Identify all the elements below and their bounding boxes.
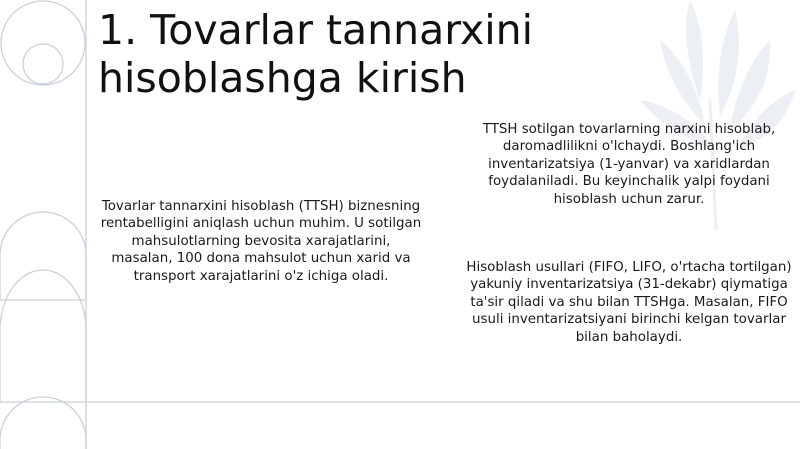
title-line-1: 1. Tovarlar tannarxini xyxy=(98,6,534,54)
slide-title xyxy=(98,6,658,102)
arch-lower xyxy=(0,270,86,402)
paragraph-ttsh-purpose: TTSH sotilgan tovarlarning narxini hisoblab, daromadlilikni o'lchaydi. Boshlang'ich inventarizatsiya (1-yanvar) va xaridlardan foydalaniladi. Bu keyinchalik yalpi foydani hisoblash uchun zarur. xyxy=(482,122,776,207)
arch-bottom xyxy=(0,397,86,449)
title-line-2: hisoblashga kirish xyxy=(98,54,467,102)
paragraph-ttsh-intro: Tovarlar tannarxini hisoblash (TTSH) biznesning rentabelligini aniqlash uchun muhim. U sotilgan mahsulotlarning bevosita xarajatlarini, masalan, 100 dona mahsulot uchun xarid va transport xarajatlarini o'z ichiga oladi. xyxy=(100,199,422,284)
paragraph-calculation-methods: Hisoblash usullari (FIFO, LIFO, o'rtacha tortilgan) yakuniy inventarizatsiya (31-dekabr) qiymatiga ta'sir qiladi va shu bilan TTSHga. Masalan, FIFO usuli inventarizatsiyani birinchi kelgan tovarlar bilan baholaydi. xyxy=(466,260,792,345)
top-circle-inner xyxy=(23,44,63,84)
top-circle-outer xyxy=(1,1,85,85)
